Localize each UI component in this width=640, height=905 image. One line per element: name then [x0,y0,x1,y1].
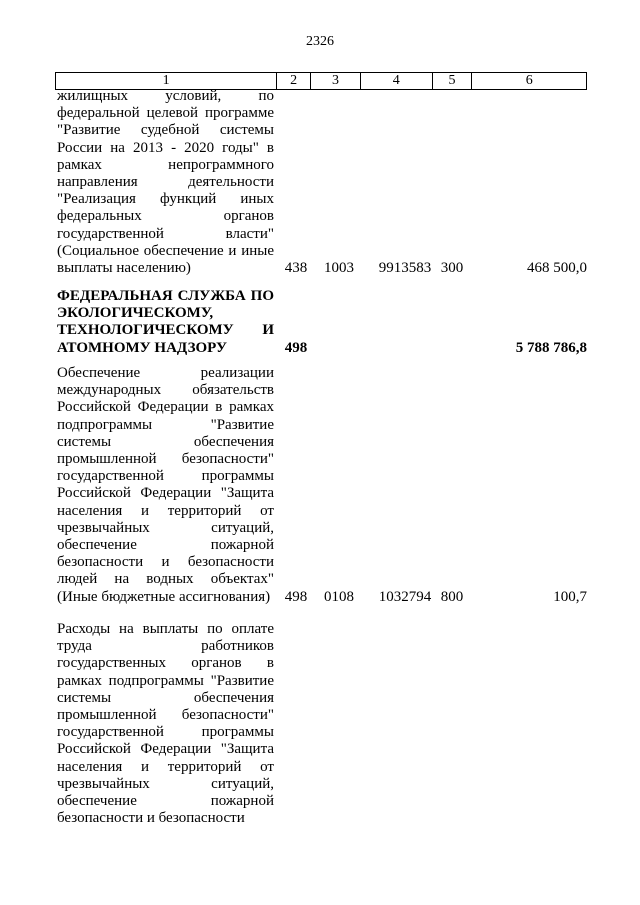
row-rz: 0108 [324,588,354,605]
header-col-2: 2 [277,73,311,89]
table-row [57,621,587,827]
table-row [57,288,587,357]
header-col-1: 1 [56,73,277,89]
row-description: Расходы на выплаты по оплате труда работников государственных органов в рамках подпрограммы "Развитие системы обеспечения промышленной безопасности" государственной программы Российской Федерации "Защита населения и территорий от чрезвычайных ситуаций, обеспечение пожарной безопасности и безопасности [57,621,274,827]
row-rz: 1003 [324,260,354,277]
row-ved: 498 [284,339,308,356]
row-vr: 800 [440,588,464,605]
row-description: Обеспечение реализации международных обязательств Российской Федерации в рамках подпрограммы "Развитие системы обеспечения промышленной безопасности" государственной программы Российской Федерации "Защита населения и территорий от чрезвычайных ситуаций, обеспечение пожарной безопасности и безопасности людей на водных объектах" (Иные бюджетные ассигнования) [57,365,274,605]
page-number: 2326 [306,34,334,49]
row-ved: 498 [284,588,308,605]
header-col-4: 4 [361,73,433,89]
table-row [57,88,587,277]
header-col-3: 3 [311,73,361,89]
row-csr: 9913583 [378,260,432,277]
row-ved: 438 [284,260,308,277]
row-sum: 100,7 [553,588,587,605]
row-description: жилищных условий, по федеральной целевой программе "Развитие судебной системы России на 2013 - 2020 годы" в рамках непрограммного направления деятельности "Реализация функций иных федеральных органов государственной власти" (Социальное обеспечение и иные выплаты населению) [57,88,274,277]
header-col-5: 5 [433,73,473,89]
row-description: ФЕДЕРАЛЬНАЯ СЛУЖБА ПО ЭКОЛОГИЧЕСКОМУ, ТЕХНОЛОГИЧЕСКОМУ И АТОМНОМУ НАДЗОРУ [57,288,274,356]
row-sum: 5 788 786,8 [515,339,587,356]
row-sum: 468 500,0 [527,260,587,277]
table-row [57,365,587,606]
header-col-6: 6 [525,73,533,88]
row-csr: 1032794 [378,588,432,605]
row-vr: 300 [440,260,464,277]
